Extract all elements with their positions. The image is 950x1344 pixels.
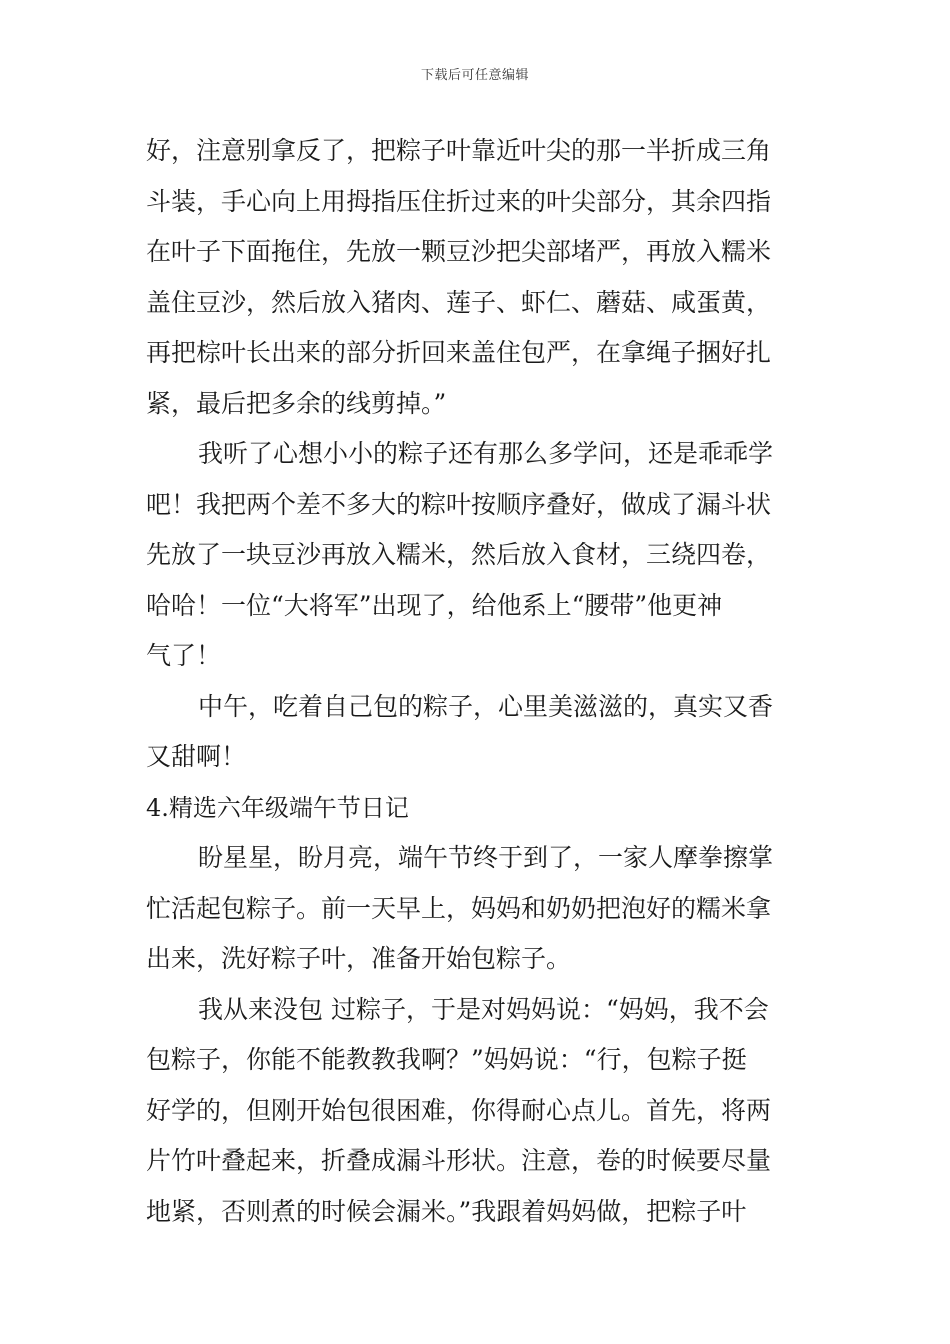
text-line: 斗装，手心向上用拇指压住折过来的叶尖部分，其余四指 (146, 186, 772, 216)
text-line: 哈哈！一位“大将军”出现了，给他系上“腰带”他更神 (146, 590, 723, 620)
text-line: 我从来没包 过粽子，于是对妈妈说：“妈妈，我不会 (198, 994, 769, 1024)
text-line: 中午，吃着自己包的粽子，心里美滋滋的，真实又香 (198, 691, 774, 721)
text-line: 地紧，否则煮的时候会漏米。”我跟着妈妈做，把粽子叶 (146, 1196, 747, 1226)
text-line: 忙活起包粽子。前一天早上，妈妈和奶奶把泡好的糯米拿 (146, 893, 772, 923)
text-line: 紧，最后把多余的线剪掉。” (146, 388, 447, 418)
text-line: 吧！我把两个差不多大的粽叶按顺序叠好，做成了漏斗状 (146, 489, 772, 519)
text-line: 在叶子下面拖住，先放一颗豆沙把尖部堵严，再放入糯米 (146, 237, 772, 266)
text-line: 气了！ (146, 641, 222, 670)
text-line: 盖住豆沙，然后放入猪肉、莲子、虾仁、蘑菇、咸蛋黄， (146, 287, 772, 317)
document-body (146, 126, 816, 1237)
section-heading: 4.精选六年级端午节日记 (146, 793, 409, 822)
text-line: 盼星星，盼月亮，端午节终于到了，一家人摩拳擦掌 (198, 843, 774, 872)
text-line: 出来，洗好粽子叶，准备开始包粽子。 (146, 944, 572, 973)
page-header: 下载后可任意编辑 (420, 68, 529, 83)
text-line: 我听了心想小小的粽子还有那么多学问，还是乖乖学 (198, 439, 774, 468)
text-line: 好，注意别拿反了，把粽子叶靠近叶尖的那一半折成三角 (146, 136, 772, 165)
text-line: 包粽子，你能不能教教我啊？”妈妈说：“行，包粽子挺 (146, 1045, 747, 1074)
text-line: 片竹叶叠起来，折叠成漏斗形状。注意，卷的时候要尽量 (146, 1146, 772, 1175)
text-line: 又甜啊！ (146, 742, 247, 771)
text-line: 好学的，但刚开始包很困难，你得耐心点儿。首先，将两 (146, 1095, 772, 1125)
text-line: 再把棕叶长出来的部分折回来盖住包严，在拿绳子捆好扎 (146, 338, 772, 367)
text-line: 先放了一块豆沙再放入糯米，然后放入食材，三绕四卷， (146, 540, 772, 569)
